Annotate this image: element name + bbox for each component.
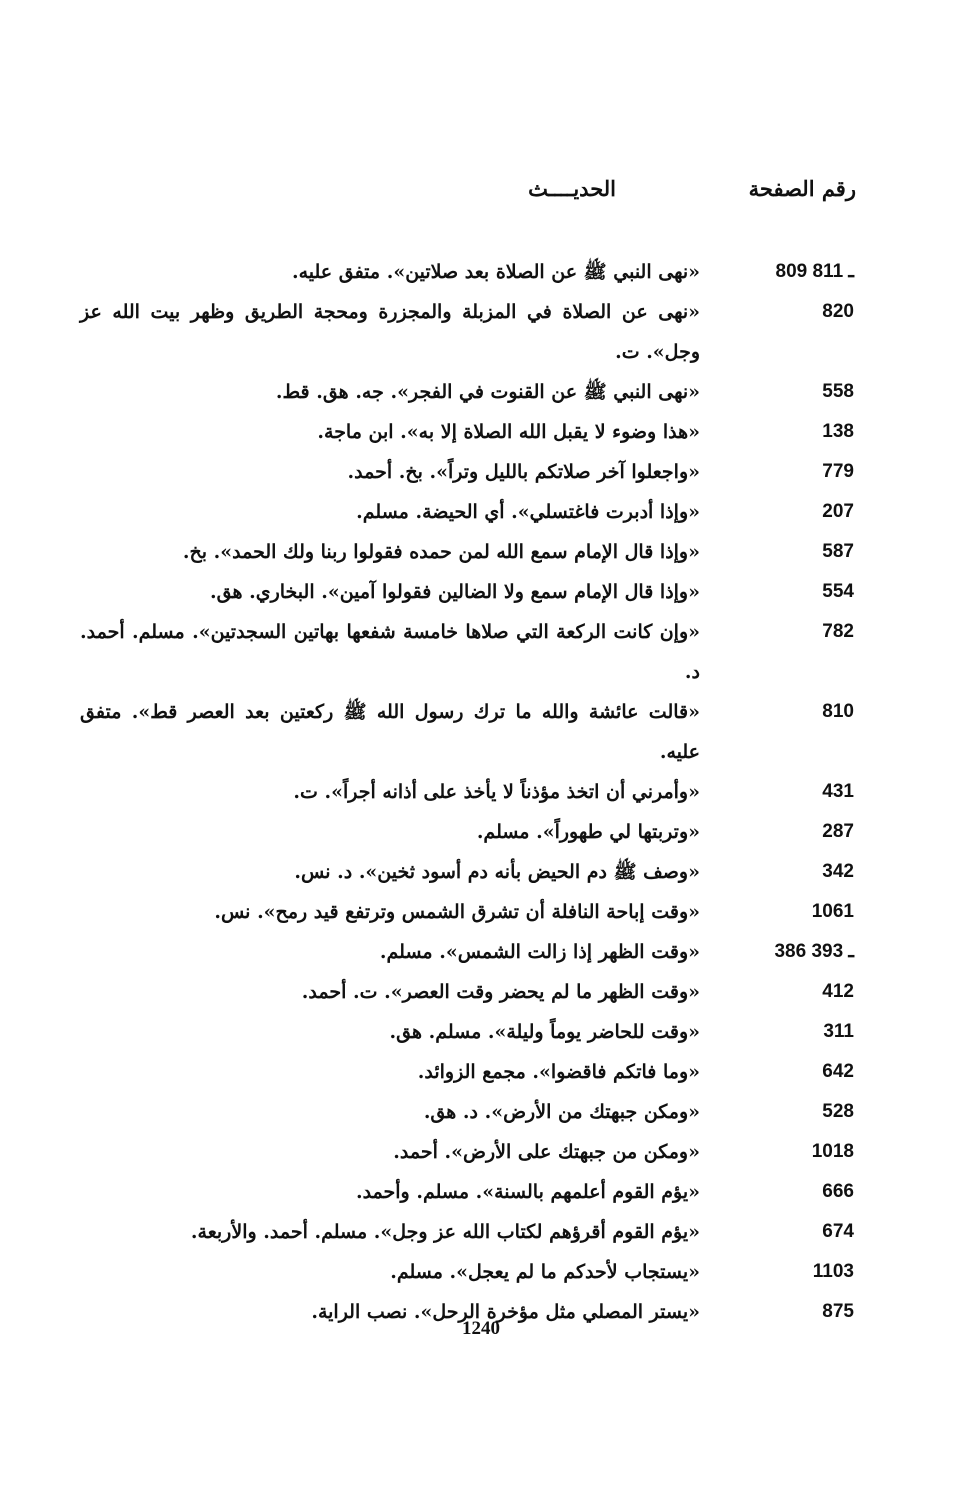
page-reference-value: 138 (822, 421, 854, 442)
list-item (0, 1172, 962, 1212)
page-reference (744, 532, 854, 572)
list-item (0, 572, 962, 612)
hadith-text: «وأمرني أن اتخذ مؤذناً لا يأخذ على أذانه أجراً». ت. (293, 781, 700, 803)
page-reference-value: 587 (822, 541, 854, 562)
page-reference-value: 820 (822, 301, 854, 322)
hadith-text: «وتربتها لي طهوراً». مسلم. (476, 821, 700, 843)
hadith-text: «يستر المصلي مثل مؤخرة الرحل». نصب الراية. (311, 1301, 700, 1323)
hadith-text: «وإذا قال الإمام سمع الله لمن حمده فقولوا ربنا ولك الحمد». بخ. (182, 541, 700, 563)
page-reference (744, 1132, 854, 1172)
page-reference (744, 1052, 854, 1092)
page-reference (744, 412, 854, 452)
table-header (0, 176, 962, 210)
footer-page-number: 1240 (462, 1318, 500, 1339)
hadith-column-heading: الحديــــث (528, 176, 616, 201)
hadith-text: «وقت للحاضر يوماً وليلة». مسلم. هق. (389, 1021, 700, 1043)
page-reference (744, 1212, 854, 1252)
page-reference (744, 692, 854, 732)
page-reference-value: 554 (822, 581, 854, 602)
list-item (0, 412, 962, 452)
page-reference-value: 809 ـ 811 (775, 261, 854, 282)
list-item (0, 1212, 962, 1252)
page-reference (744, 932, 854, 972)
hadith-text: «يؤم القوم أعلمهم بالسنة». مسلم. وأحمد. (355, 1181, 700, 1203)
hadith-text: «وإن كانت الركعة التي صلاها خامسة شفعها بهاتين السجدتين». مسلم. أحمد. د. (80, 621, 700, 683)
hadith-text: «وإذا قال الإمام سمع ولا الضالين فقولوا آمين». البخاري. هق. (209, 581, 700, 603)
page-reference (744, 1012, 854, 1052)
page-reference-value: 431 (822, 781, 854, 802)
hadith-text: «يؤم القوم أقرؤهم لكتاب الله عز وجل». مسلم. أحمد. والأربعة. (190, 1221, 700, 1243)
page-reference-value: 1103 (812, 1261, 854, 1282)
list-item (0, 932, 962, 972)
list-item (0, 532, 962, 572)
list-item (0, 1092, 962, 1132)
page-reference (744, 972, 854, 1012)
list-item (0, 612, 962, 692)
page-reference-value: 875 (822, 1301, 854, 1322)
hadith-text: «نهى عن الصلاة في المزبلة والمجزرة ومحجة الطريق وظهر بيت الله عز وجل». ت. (80, 301, 700, 363)
page-reference (744, 772, 854, 812)
page-reference-value: 207 (822, 501, 854, 522)
page-reference (744, 372, 854, 412)
page-reference (744, 572, 854, 612)
page-reference-value: 287 (822, 821, 854, 842)
hadith-text: «ومكن من جبهتك على الأرض». أحمد. (393, 1141, 700, 1163)
list-item (0, 492, 962, 532)
page-reference (744, 852, 854, 892)
page-reference-value: 412 (822, 981, 854, 1002)
list-item (0, 972, 962, 1012)
list-item (0, 772, 962, 812)
hadith-text: «هذا وضوء لا يقبل الله الصلاة إلا به». ابن ماجة. (317, 421, 700, 443)
page-reference (744, 1172, 854, 1212)
page-reference-value: 1018 (811, 1141, 854, 1162)
page-reference (744, 452, 854, 492)
hadith-index-list (0, 252, 962, 1332)
list-item (0, 692, 962, 772)
list-item (0, 372, 962, 412)
hadith-text: «نهى النبي ﷺ عن الصلاة بعد صلاتين». متفق عليه. (291, 261, 700, 283)
page-reference-value: 386 ـ 393 (774, 941, 854, 962)
page-reference-value: 558 (822, 381, 854, 402)
hadith-text: «وصف ﷺ دم الحيض بأنه دم أسود ثخين». د. نس. (294, 861, 700, 883)
page-reference (744, 812, 854, 852)
hadith-text: «وإذا أدبرت فاغتسلي». أي الحيضة. مسلم. (356, 501, 700, 523)
hadith-text: «ومكن جبهتك من الأرض». د. هق. (423, 1101, 700, 1123)
page-reference-value: 1061 (811, 901, 854, 922)
page-reference-value: 779 (822, 461, 854, 482)
page-reference (744, 1092, 854, 1132)
list-item (0, 812, 962, 852)
list-item (0, 1252, 962, 1292)
page-reference-value: 810 (822, 701, 854, 722)
list-item (0, 892, 962, 932)
page-reference (744, 492, 854, 532)
page-reference-value: 311 (823, 1021, 854, 1042)
page-reference-value: 528 (822, 1101, 854, 1122)
list-item (0, 1012, 962, 1052)
page-reference-value: 342 (822, 861, 854, 882)
hadith-text: «يستجاب لأحدكم ما لم يعجل». مسلم. (390, 1261, 700, 1283)
page-number-column-heading: رقم الصفحة (748, 176, 856, 201)
page-reference-value: 674 (822, 1221, 854, 1242)
hadith-text: «واجعلوا آخر صلاتكم بالليل وتراً». بخ. أحمد. (347, 461, 700, 483)
page-reference-value: 666 (822, 1181, 854, 1202)
list-item (0, 292, 962, 372)
hadith-text: «قالت عائشة والله ما ترك رسول الله ﷺ ركعتين بعد العصر قط». متفق عليه. (80, 701, 700, 763)
list-item (0, 252, 962, 292)
hadith-text: «وقت الظهر ما لم يحضر وقت العصر». ت. أحمد. (301, 981, 700, 1003)
hadith-text: «وقت إباحة النافلة أن تشرق الشمس وترتفع قيد رمح». نس. (214, 901, 700, 923)
hadith-text: «وقت الظهر إذا زالت الشمس». مسلم. (379, 941, 700, 963)
page-reference (744, 612, 854, 652)
page-reference (744, 1252, 854, 1292)
list-item (0, 1052, 962, 1092)
page-reference (744, 292, 854, 332)
hadith-text: «نهى النبي ﷺ عن القنوت في الفجر». جه. هق. قط. (275, 381, 700, 403)
list-item (0, 452, 962, 492)
page-reference (744, 892, 854, 932)
hadith-text: «وما فاتكم فاقضوا». مجمع الزوائد. (417, 1061, 700, 1083)
page-reference (744, 252, 854, 292)
list-item (0, 852, 962, 892)
page-reference-value: 782 (822, 621, 854, 642)
list-item (0, 1132, 962, 1172)
page-reference-value: 642 (822, 1061, 854, 1082)
